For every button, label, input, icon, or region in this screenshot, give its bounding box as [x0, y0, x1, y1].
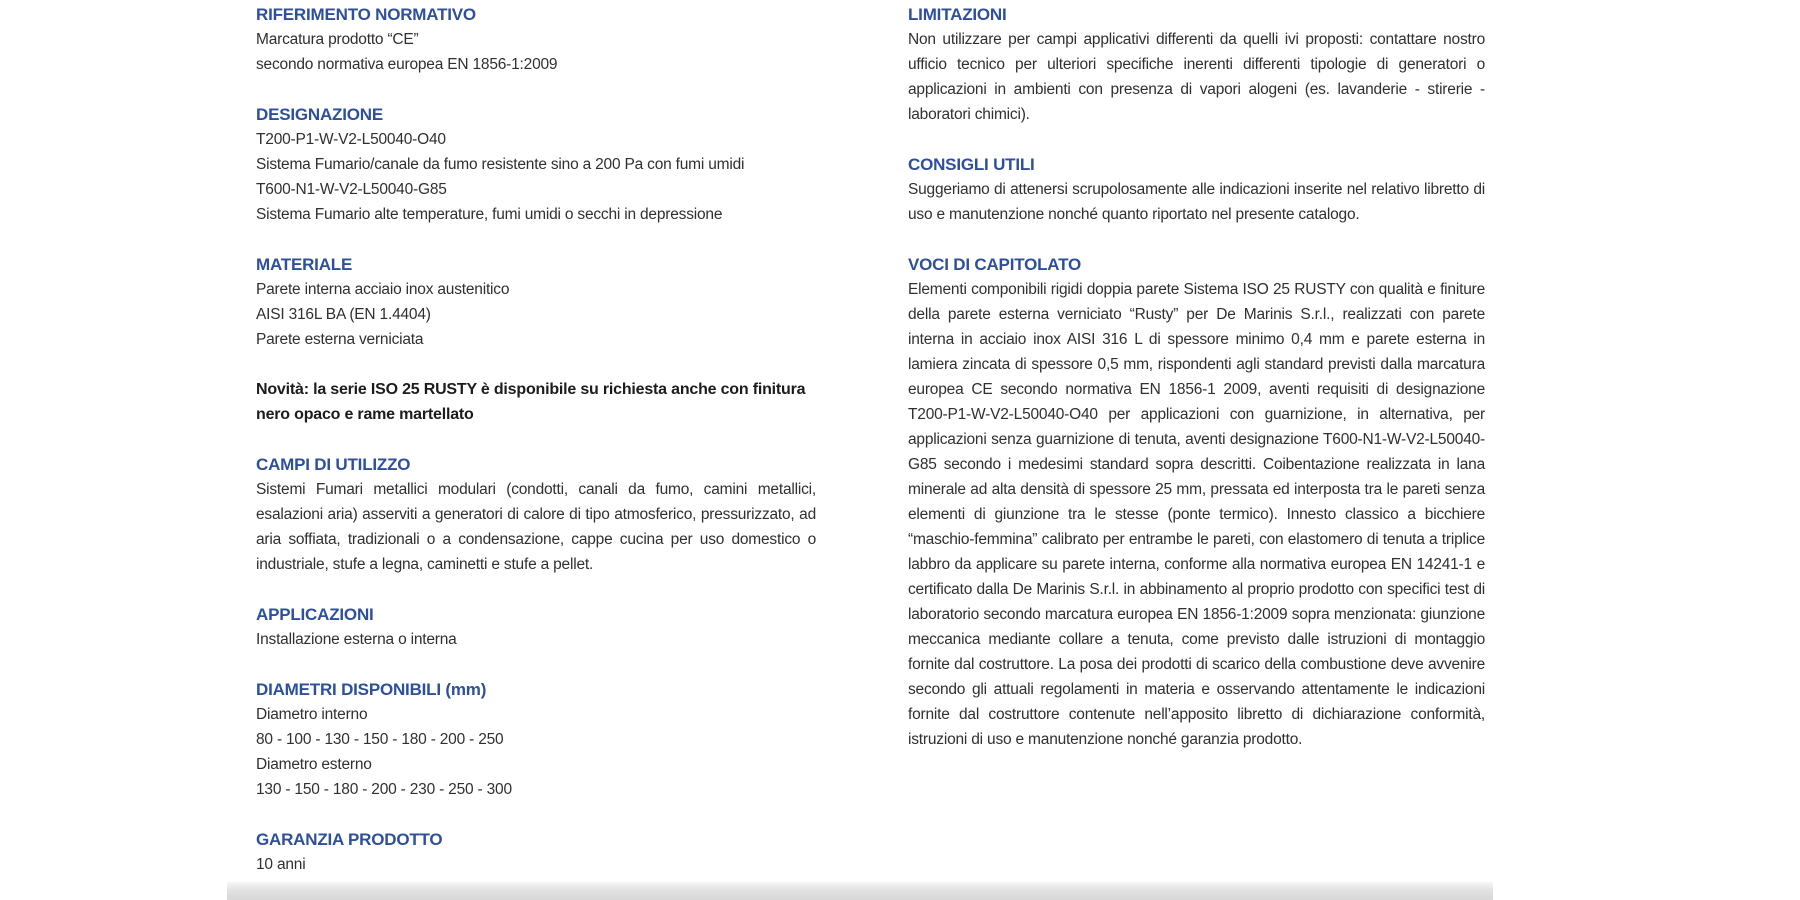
paragraph-consigli-utili: Suggeriamo di attenersi scrupolosamente alle indicazioni inserite nel relativo libretto di uso e manutenzione nonché quanto riportato nel presente catalogo. [908, 181, 1485, 223]
section-garanzia-prodotto [256, 827, 816, 877]
section-voci-di-capitolato [908, 252, 1485, 752]
left-column [256, 2, 816, 900]
text-line: 130 - 150 - 180 - 200 - 230 - 250 - 300 [256, 781, 512, 798]
right-column [908, 2, 1485, 777]
section-campi-di-utilizzo [256, 452, 816, 577]
section-riferimento-normativo [256, 2, 816, 77]
text-line: Sistema Fumario/canale da fumo resistente sino a 200 Pa con fumi umidi [256, 156, 745, 173]
text-line: Installazione esterna o interna [256, 631, 457, 648]
text-line: 10 anni [256, 856, 306, 873]
section-consigli-utili [908, 152, 1485, 227]
heading-consigli-utili: CONSIGLI UTILI [908, 155, 1035, 174]
text-line: Marcatura prodotto “CE” [256, 31, 419, 48]
text-line: AISI 316L BA (EN 1.4404) [256, 306, 431, 323]
heading-applicazioni: APPLICAZIONI [256, 605, 374, 624]
text-line: T600-N1-W-V2-L50040-G85 [256, 181, 447, 198]
text-line: 80 - 100 - 130 - 150 - 180 - 200 - 250 [256, 731, 504, 748]
heading-designazione: DESIGNAZIONE [256, 105, 384, 124]
paragraph-limitazioni: Non utilizzare per campi applicativi differenti da quelli ivi proposti: contattare nostro ufficio tecnico per ulteriori specifiche inerenti differenti tipologie di generatori o applicazioni in ambienti con presenza di vapori alogeni (es. lavanderie - stirerie - laboratori chimici). [908, 31, 1485, 123]
heading-diametri-disponibili: DIAMETRI DISPONIBILI (mm) [256, 680, 487, 699]
section-materiale [256, 252, 816, 352]
section-diametri-disponibili [256, 677, 816, 802]
heading-garanzia-prodotto: GARANZIA PRODOTTO [256, 830, 443, 849]
heading-campi-di-utilizzo: CAMPI DI UTILIZZO [256, 455, 411, 474]
text-line: Diametro interno [256, 706, 368, 723]
page-bottom-edge [227, 882, 1493, 900]
heading-limitazioni: LIMITAZIONI [908, 5, 1007, 24]
section-limitazioni [908, 2, 1485, 127]
paragraph-campi-di-utilizzo: Sistemi Fumari metallici modulari (condotti, canali da fumo, camini metallici, esalazioni aria) asserviti a generatori di calore di tipo atmosferico, pressurizzato, ad aria soffiata, tradizionali o a condensazione, cappe cucina per uso domestico o industriale, stufe a legna, caminetti e stufe a pellet. [256, 481, 816, 573]
novita-note: Novità: la serie ISO 25 RUSTY è disponibile su richiesta anche con finitura nero opaco e rame martellato [256, 381, 806, 423]
text-line: Parete esterna verniciata [256, 331, 424, 348]
text-line: T200-P1-W-V2-L50040-O40 [256, 131, 446, 148]
heading-materiale: MATERIALE [256, 255, 353, 274]
section-designazione [256, 102, 816, 227]
heading-voci-di-capitolato: VOCI DI CAPITOLATO [908, 255, 1082, 274]
heading-riferimento-normativo: RIFERIMENTO NORMATIVO [256, 5, 476, 24]
text-line: secondo normativa europea EN 1856-1:2009 [256, 56, 558, 73]
text-line: Diametro esterno [256, 756, 372, 773]
text-line: Parete interna acciaio inox austenitico [256, 281, 510, 298]
section-applicazioni [256, 602, 816, 652]
text-line: Sistema Fumario alte temperature, fumi umidi o secchi in depressione [256, 206, 723, 223]
paragraph-voci-di-capitolato: Elementi componibili rigidi doppia parete Sistema ISO 25 RUSTY con qualità e finiture della parete esterna verniciato “Rusty” per De Marinis S.r.l., realizzati con parete interna in acciaio inox AISI 316 L di spessore minimo 0,4 mm e parete esterna in lamiera zincata di spessore 0,5 mm, rispondenti agli standard previsti dalla marcatura europea CE secondo normativa EN 1856-1 2009, aventi requisiti di designazione T200-P1-W-V2-L50040-O40 per applicazioni con guarnizione, in alternativa, per applicazioni senza guarnizione di tenuta, aventi designazione T600-N1-W-V2-L50040-G85 secondo i medesimi standard sopra descritti. Coibentazione realizzata in lana minerale ad alta densità di spessore 25 mm, pressata ed interposta tra le pareti senza elementi di giunzione tra le stesse (ponte termico). Innesto classico a bicchiere “maschio-femmina” calibrato per entrambe le pareti, con elastomero di tenuta a triplice labbro da applicare su parete interna, conforme alla normativa europea EN 14241-1 e certificato dalla De Marinis S.r.l. in abbinamento al proprio prodotto con specifici test di laboratorio secondo marcatura europea EN 1856-1:2009 sopra menzionata: giunzione meccanica mediante collare a tenuta, come previsto dalle istruzioni di montaggio fornite dal costruttore. La posa dei prodotti di scarico della combustione deve avvenire secondo gli attuali regolamenti in materia e osservando attentamente le indicazioni fornite dal costruttore contenute nell’apposito libretto di dichiarazione conformità, istruzioni di uso e manutenzione nonché garanzia prodotto. [908, 281, 1485, 748]
